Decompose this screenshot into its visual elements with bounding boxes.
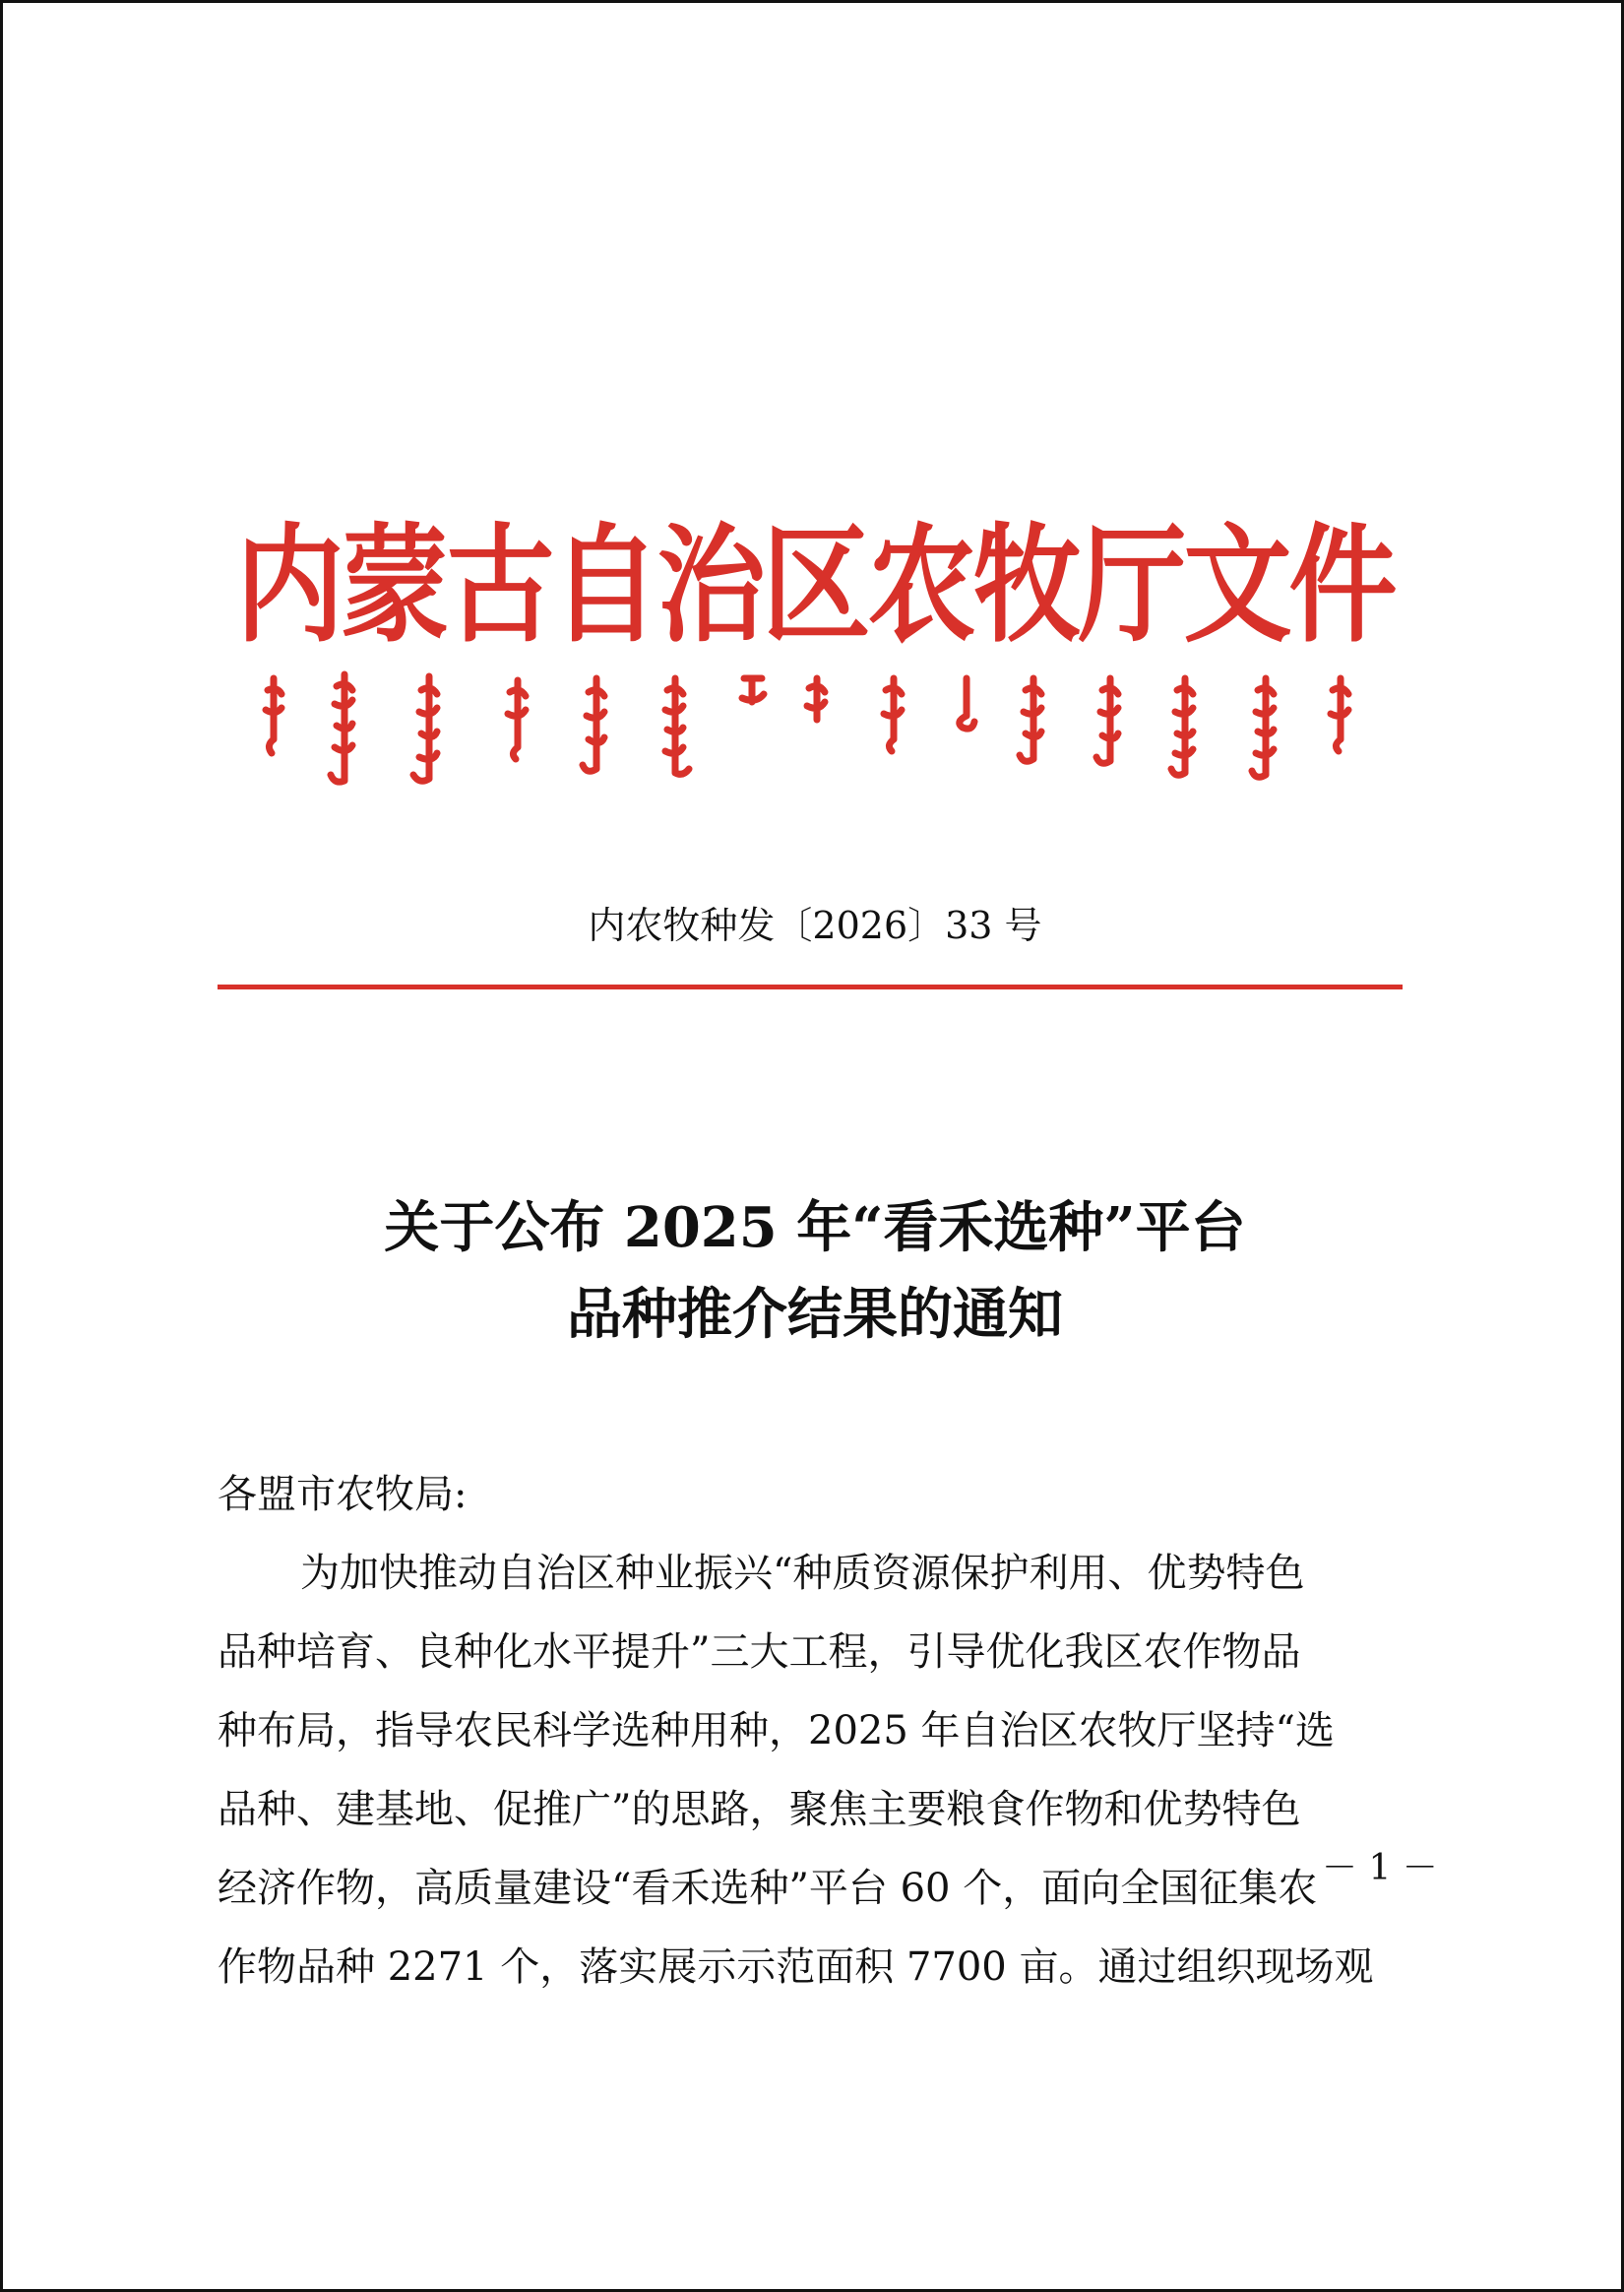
body-line: 为加快推动自治区种业振兴“种质资源保护利用、优势特色 [300,1551,1305,1596]
addressee: 各盟市农牧局: [218,1472,468,1517]
notice-title-line-1: 关于公布 2025 年“看禾选种”平台 [384,1195,1246,1260]
mongolian-script-graphic [254,670,1376,798]
notice-title-line-2: 品种推介结果的通知 [567,1282,1063,1347]
issuer-title: 内蒙古自治区农牧厅文件 [235,510,1395,661]
body-line: 品种、建基地、促推广”的思路，聚焦主要粮食作物和优势特色 [218,1787,1301,1832]
page-number: － 1 － [1322,1848,1438,1888]
document-number: 内农牧种发〔2026〕33 号 [588,904,1042,947]
red-divider-rule [218,985,1403,989]
mongolian-script-title [254,670,1376,798]
body-line: 经济作物，高质量建设“看禾选种”平台 60 个，面向全国征集农 [218,1866,1318,1911]
body-line: 品种培育、良种化水平提升”三大工程，引导优化我区农作物品 [218,1629,1301,1675]
notice-title [3,1184,1624,1358]
body-line: 种布局，指导农民科学选种用种，2025 年自治区农牧厅坚持“选 [218,1708,1335,1753]
notice-body [218,1455,1418,2006]
body-line: 作物品种 2271 个，落实展示示范面积 7700 亩。通过组织现场观 [218,1944,1374,1990]
